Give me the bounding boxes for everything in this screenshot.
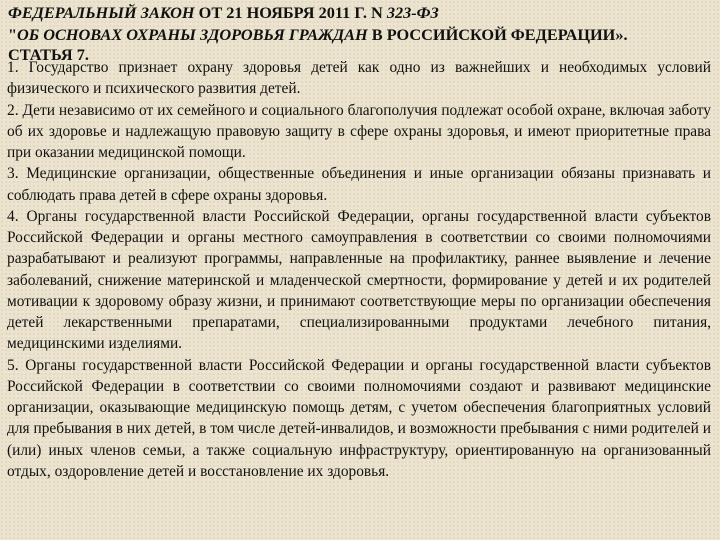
law-date: ОТ 21 НОЯБРЯ 2011 Г. N xyxy=(194,3,387,22)
law-title-rest: В РОССИЙСКОЙ ФЕДЕРАЦИИ». xyxy=(367,25,628,44)
paragraph-2: 2. Дети независимо от их семейного и социального благополучия подлежат особой охране, включая заботу об их здоровье и надлежащую правовую защиту в сфере охраны здоровья, и имеют приоритетные права при оказании медицинской помощи. xyxy=(7,101,711,161)
article-heading: СТАТЬЯ 7. xyxy=(8,45,89,64)
paragraph-1: 1. Государство признает охрану здоровья детей как одно из важнейших и необходимых условий физического и психического развития детей. xyxy=(7,59,711,98)
paragraph-3: 3. Медицинские организации, общественные объединения и иные организации обязаны признавать и соблюдать права детей в сфере охраны здоровья. xyxy=(7,165,711,204)
law-type: ФЕДЕРАЛЬНЫЙ ЗАКОН xyxy=(8,3,195,22)
paragraph-5: 5. Органы государственной власти Российской Федерации и органы государственной власти субъектов Российской Федерации в соответствии со своими полномочиями создают и развивают медицинские организации, оказывающие медицинскую помощь детям, с учетом обеспечения благоприятных условий для пребывания в них детей, в том числе детей-инвалидов, и возможности пребывания с ними родителей и (или) иных членов семьи, а также социальную инфраструктуру, ориентированную на организованный отдых, оздоровление детей и восстановление их здоровья. xyxy=(7,356,711,480)
article-body xyxy=(7,57,711,482)
law-number: 323-ФЗ xyxy=(386,3,439,22)
law-reference-line xyxy=(8,2,714,24)
law-title-open-quote: " xyxy=(8,25,18,44)
law-header xyxy=(8,2,714,46)
law-title-line xyxy=(8,24,714,46)
law-title-italic: ОБ ОСНОВАХ ОХРАНЫ ЗДОРОВЬЯ ГРАЖДАН xyxy=(17,25,368,44)
paragraph-4: 4. Органы государственной власти Российской Федерации, органы государственной власти субъектов Российской Федерации и органы местного самоуправления в соответствии со своими полномочиями разрабатывают и реализуют программы, направленные на профилактику, раннее выявление и лечение заболеваний, снижение материнской и младенческой смертности, формирование у детей и их родителей мотивации к здоровому образу жизни, и принимают соответствующие меры по организации обеспечения детей лекарственными препаратами, специализированными продуктами лечебного питания, медицинскими изделиями. xyxy=(7,207,711,353)
